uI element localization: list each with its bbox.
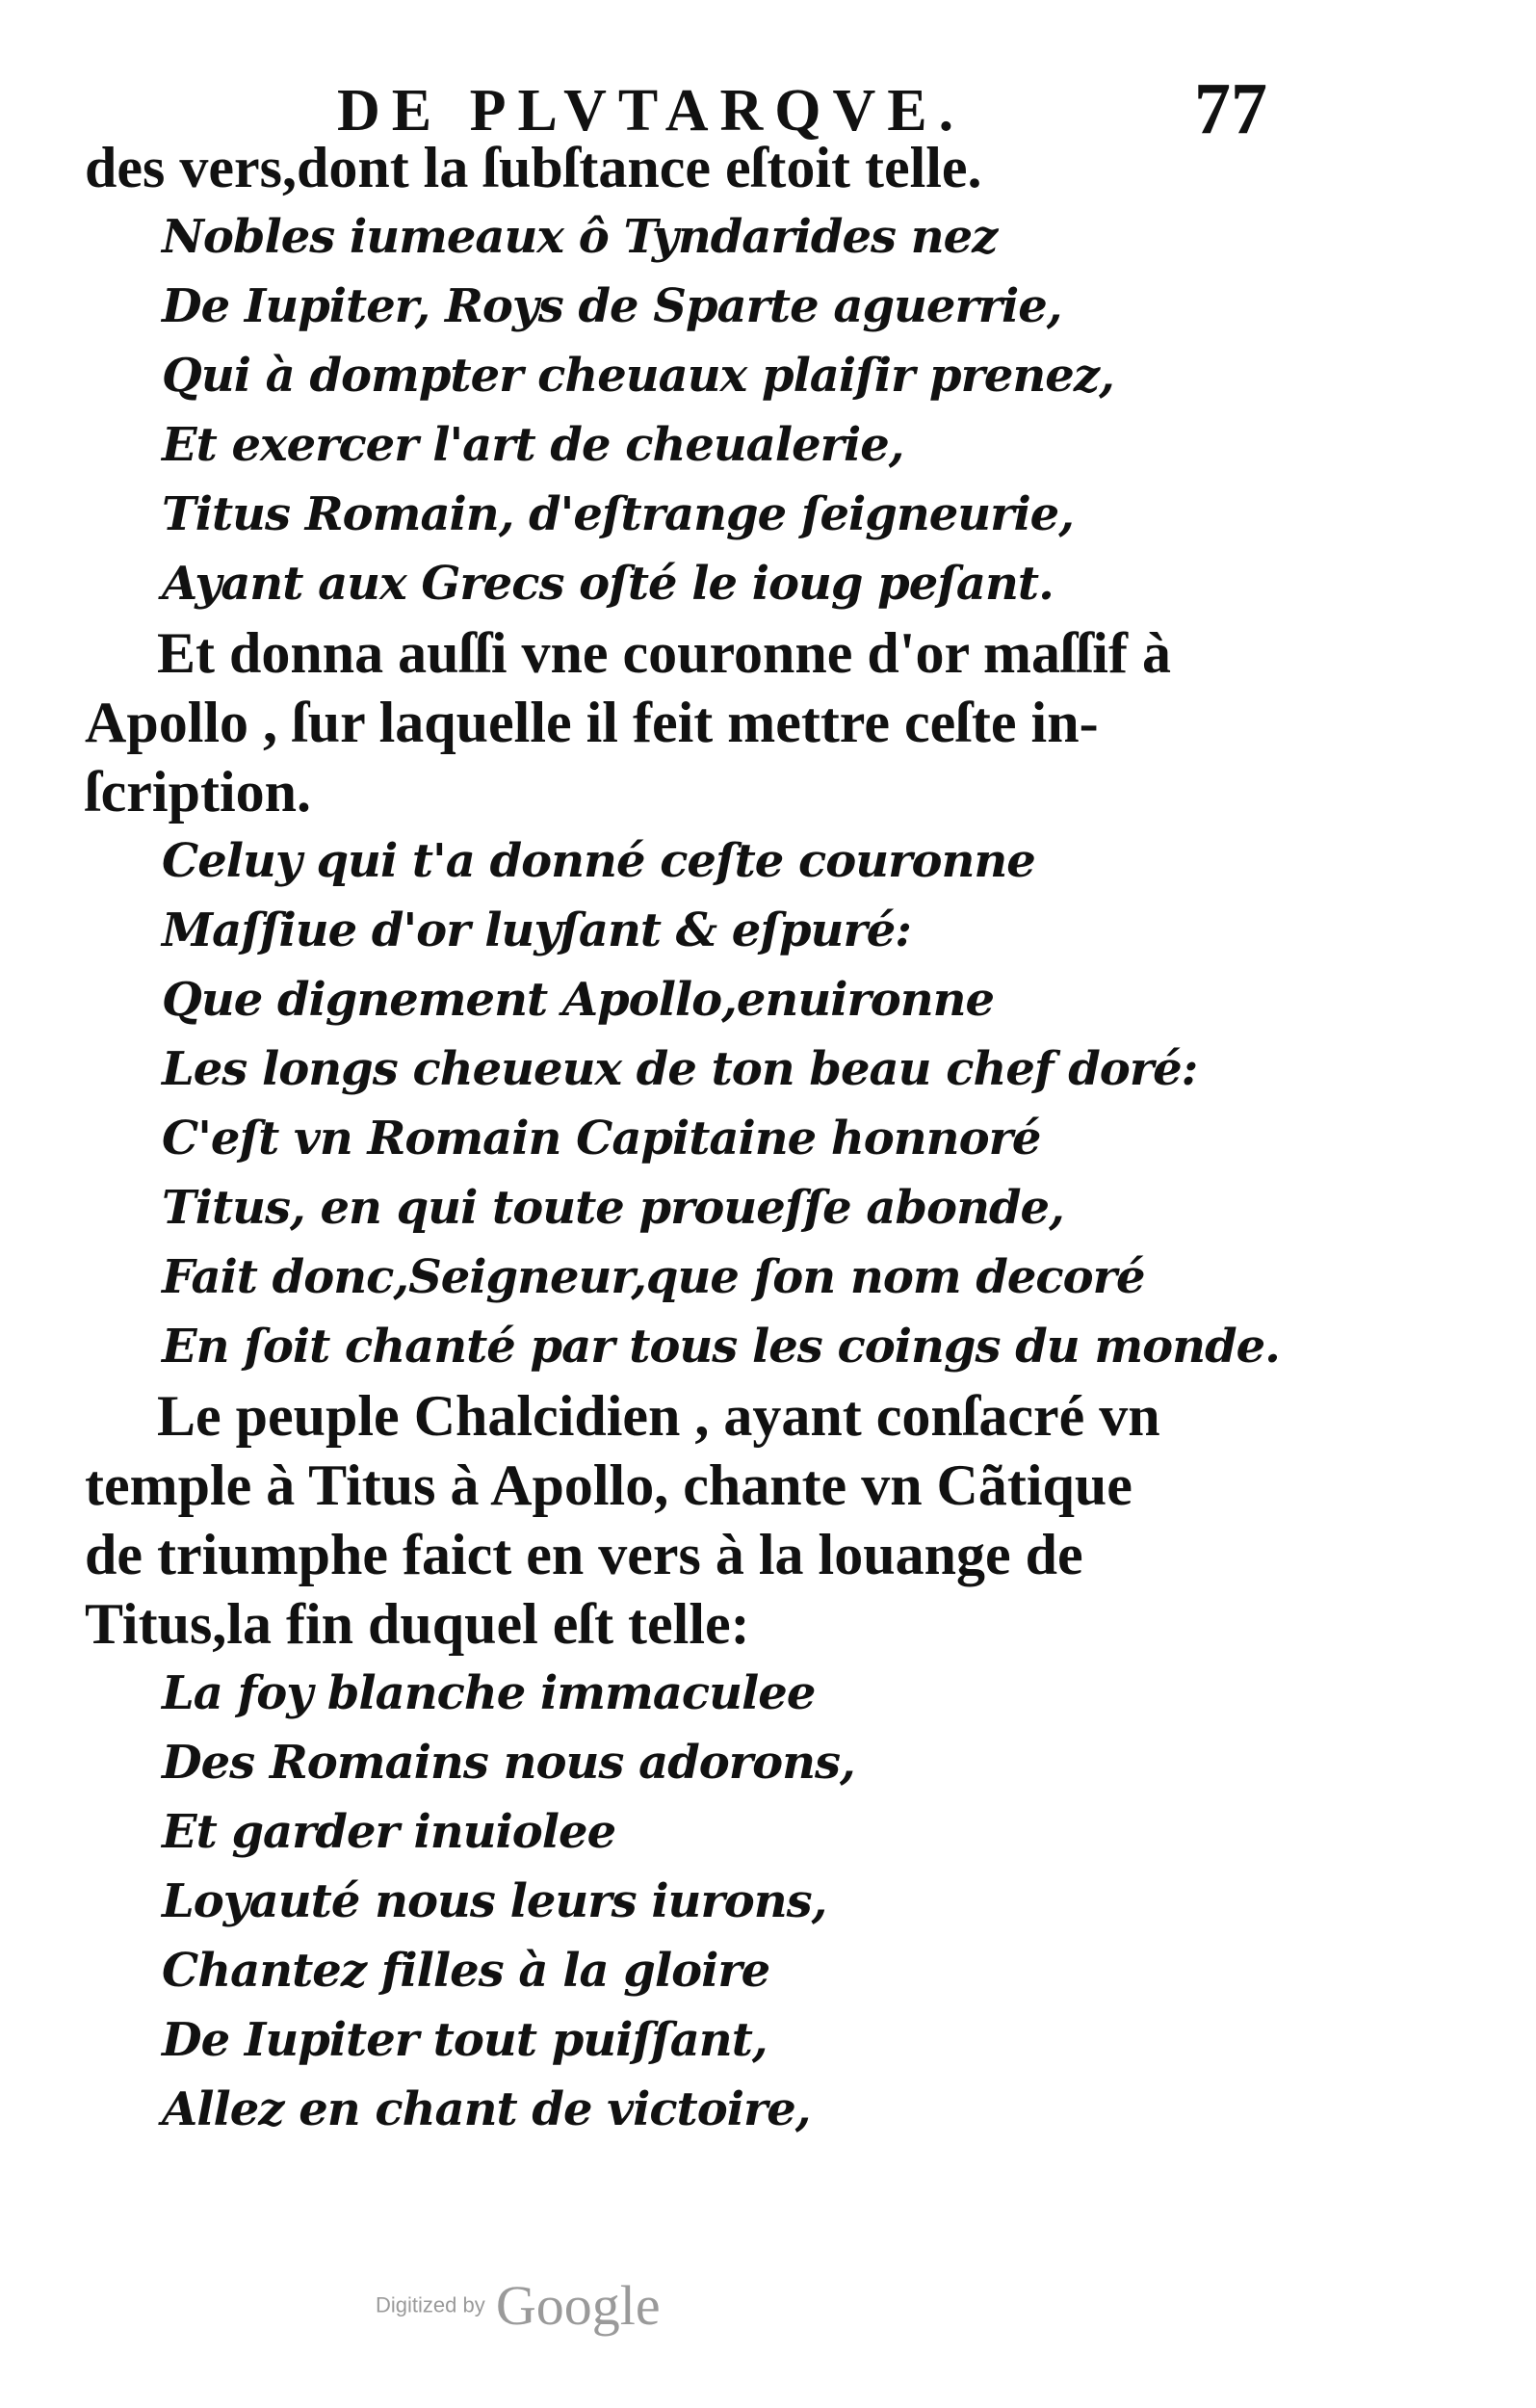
prose-line: des vers,dont la ſubſtance eſtoit telle.	[85, 136, 982, 199]
verse-line: Des Romains nous adorons,	[162, 1736, 855, 1790]
verse-line: Et exercer l'art de cheualerie,	[162, 418, 904, 472]
prose-line: Titus,la fin duquel eſt telle:	[85, 1592, 750, 1656]
verse-line: Ayant aux Grecs oſté le ioug peſant.	[162, 557, 1054, 611]
verse-line: Qui à dompter cheuaux plaiſir prenez,	[162, 349, 1114, 403]
prose-line: de triumphe faict en vers à la louange de	[85, 1523, 1083, 1586]
page-number: 77	[1194, 68, 1267, 149]
verse-line: Allez en chant de victoire,	[162, 2082, 811, 2136]
google-logo: Google	[495, 2274, 661, 2337]
verse-line: Et garder inuiolee	[162, 1805, 616, 1859]
prose-line: Le peuple Chalcidien , ayant conſacré vn	[157, 1384, 1160, 1448]
prose-line: Et donna auſſi vne couronne d'or maſſif à	[157, 621, 1171, 685]
verse-line: Que dignement Apollo,enuironne	[162, 973, 995, 1027]
verse-line: Loyauté nous leurs iurons,	[162, 1874, 827, 1928]
verse-line: Nobles iumeaux ô Tyndarides nez	[162, 210, 998, 264]
verse-line: Chantez filles à la gloire	[162, 1944, 770, 1998]
verse-line: Titus, en qui toute proueſſe abonde,	[162, 1181, 1064, 1235]
prose-line: ſcription.	[85, 760, 311, 824]
verse-line: En ſoit chanté par tous les coings du monde.	[162, 1320, 1280, 1374]
verse-line: Titus Romain, d'eſtrange ſeigneurie,	[162, 487, 1074, 541]
prose-line: Apollo , ſur laquelle il feit mettre ceſte in-	[85, 691, 1099, 754]
verse-line: De Iupiter, Roys de Sparte aguerrie,	[162, 279, 1062, 333]
body-text	[85, 133, 1298, 2144]
digitized-label: Digitized by	[376, 2292, 485, 2317]
verse-line: Fait donc,Seigneur,que ſon nom decoré	[162, 1250, 1145, 1304]
verse-line: Celuy qui t'a donné ceſte couronne	[162, 834, 1035, 888]
verse-line: La foy blanche immaculee	[162, 1666, 816, 1720]
running-head: DE PLVTARQVE.	[337, 78, 966, 144]
verse-line: Maſſiue d'or luyſant & eſpuré:	[162, 903, 911, 957]
verse-line: C'eſt vn Romain Capitaine honnoré	[162, 1112, 1041, 1165]
digitization-watermark	[376, 2273, 661, 2338]
verse-line: Les longs cheueux de ton beau chef doré:	[162, 1042, 1198, 1096]
prose-line: temple à Titus à Apollo, chante vn Cãtique	[85, 1453, 1132, 1517]
verse-line: De Iupiter tout puiſſant,	[162, 2013, 768, 2067]
